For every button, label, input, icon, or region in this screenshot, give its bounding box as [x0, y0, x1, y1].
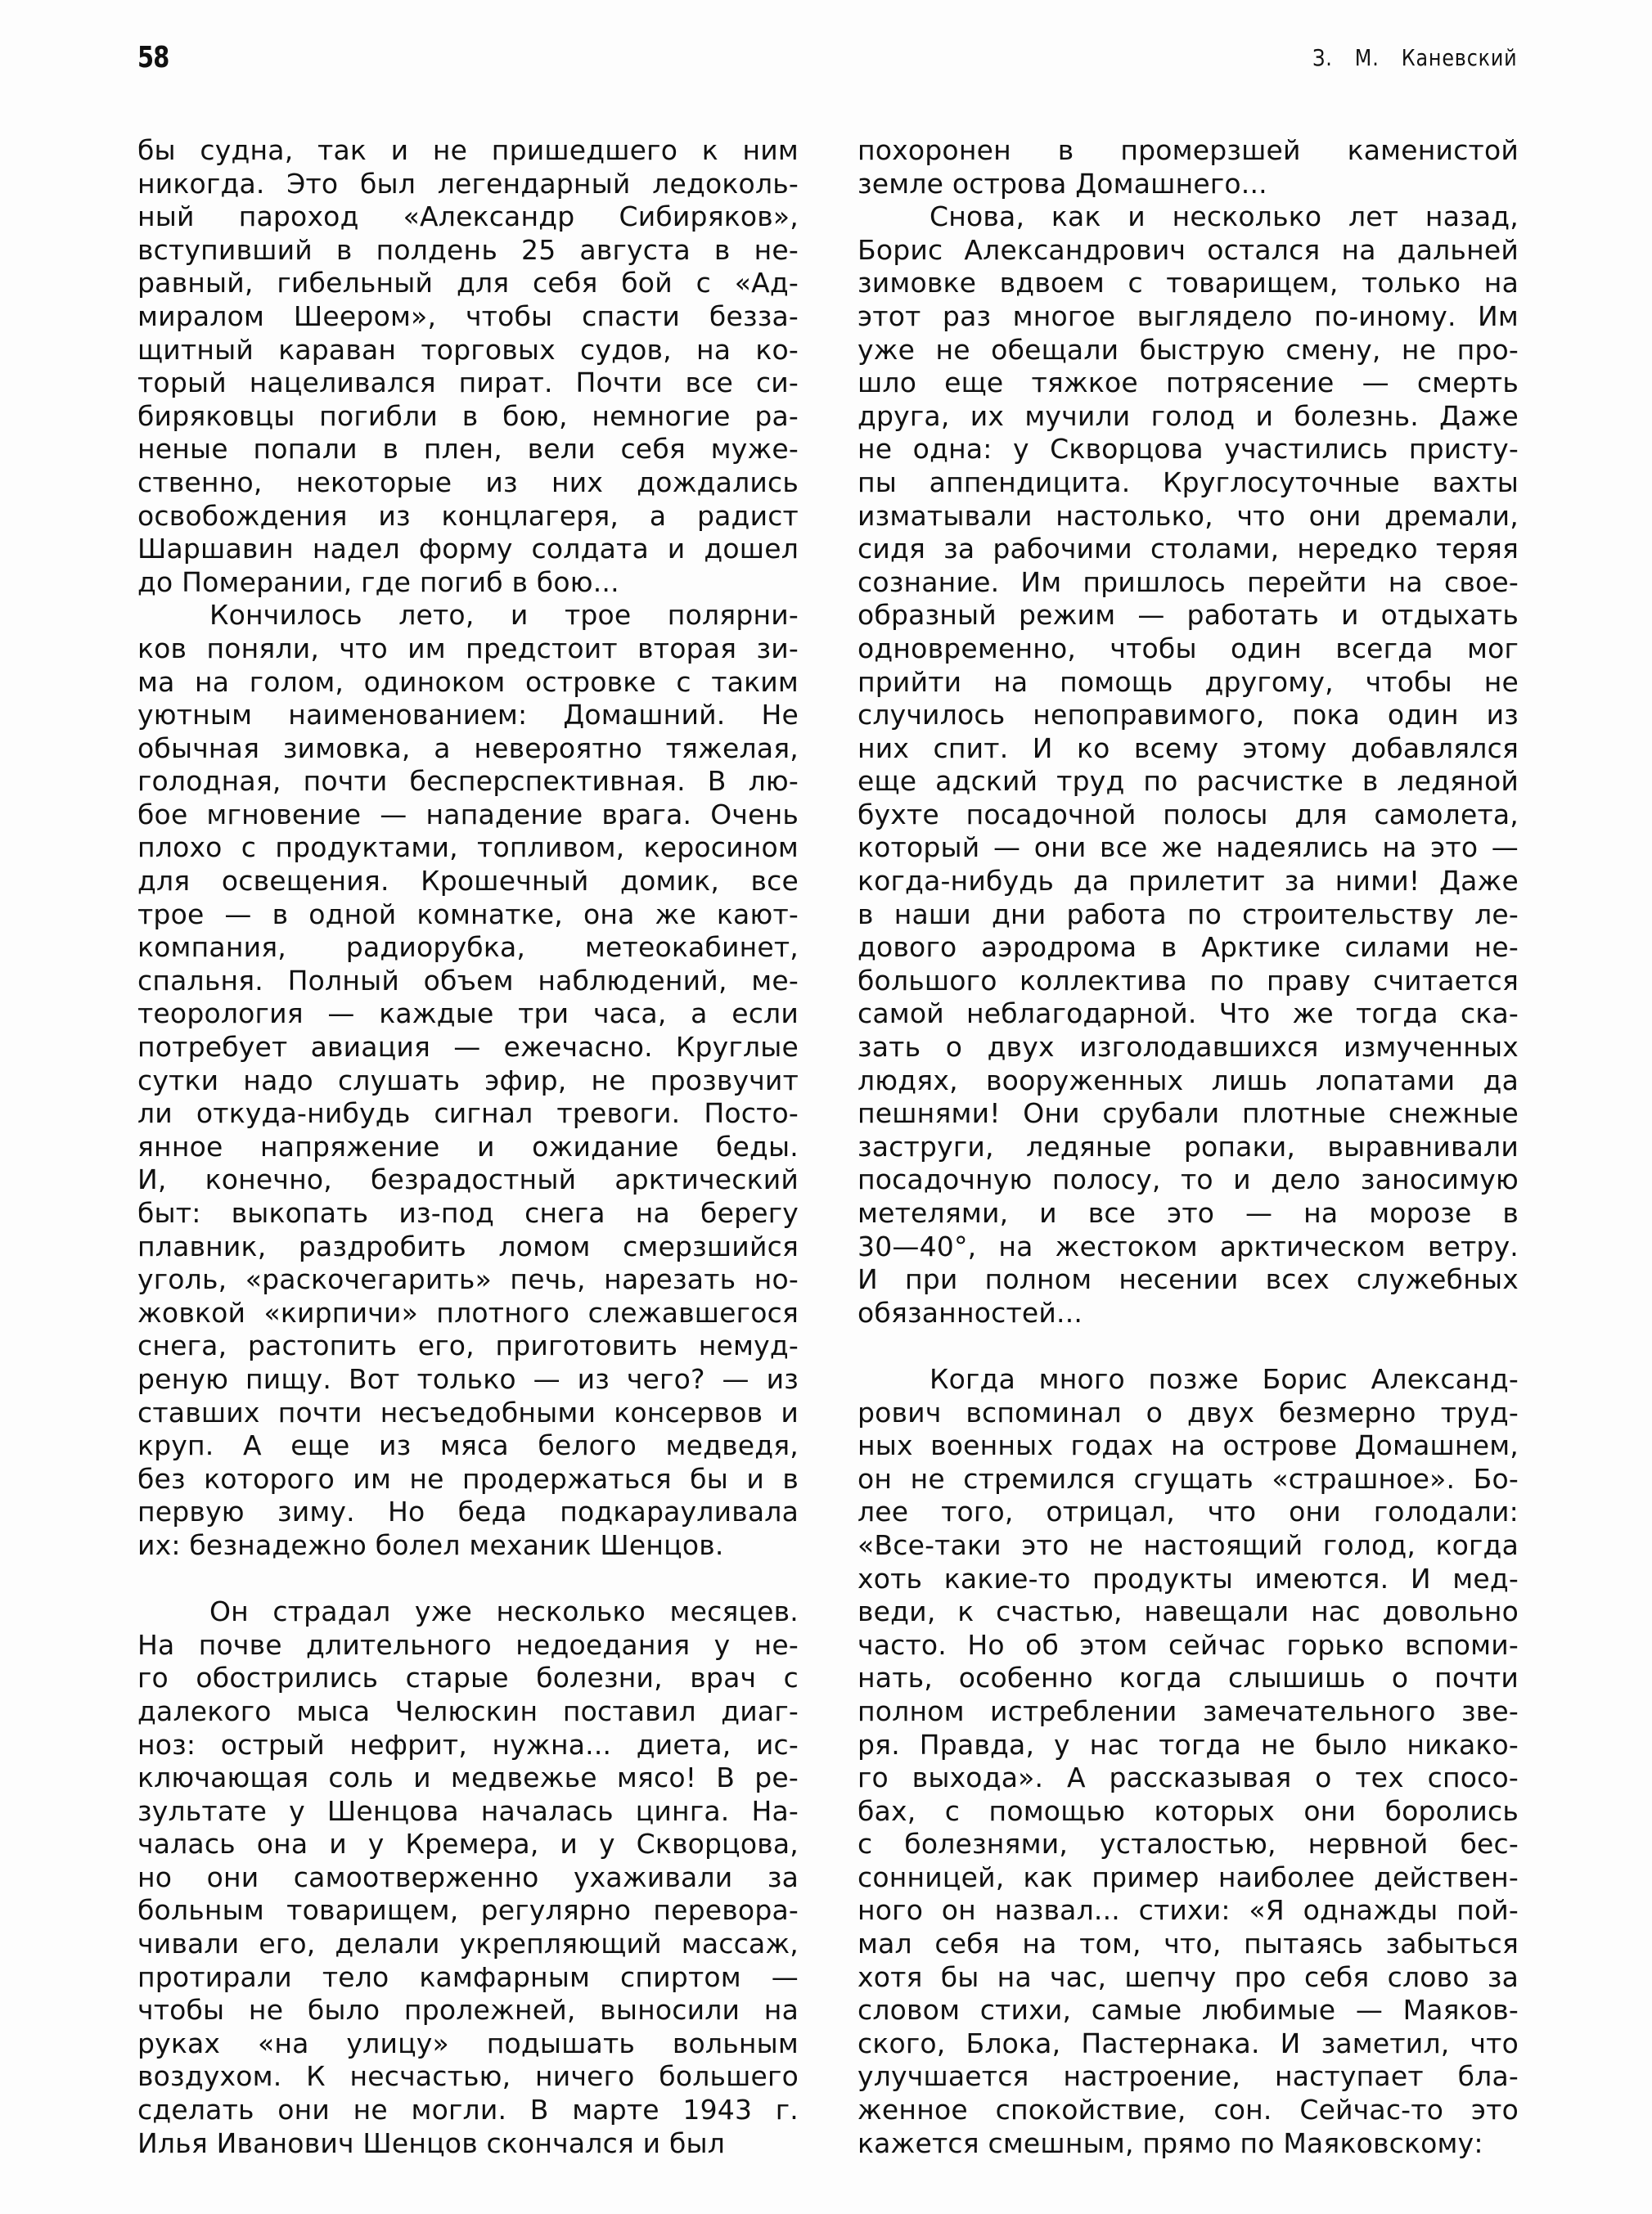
text-line: уголь, «раскочегарить» печь, нарезать но- — [137, 1263, 799, 1296]
text-line: них спит. И ко всему этому добавлялся — [858, 731, 1519, 764]
text-line: щитный караван торговых судов, на ко- — [137, 333, 799, 366]
text-line: друга, их мучили голод и болезнь. Даже — [858, 399, 1519, 432]
text-line: снега, растопить его, приготовить немуд- — [137, 1330, 799, 1362]
text-line: плавник, раздробить ломом смерзшийся — [137, 1230, 799, 1262]
text-line: ского, Блока, Пастернака. И заметил, что — [858, 2027, 1519, 2059]
text-line: Кончилось лето, и трое полярни- — [209, 599, 799, 632]
text-line: хотя бы на час, шепчу про себя слово за — [858, 1960, 1519, 1993]
text-line: На почве длительного недоедания у не- — [137, 1628, 799, 1661]
text-line: никогда. Это был легендарный ледоколь- — [137, 167, 799, 200]
text-line: компания, радиорубка, метеокабинет, — [137, 931, 799, 964]
page-number: 58 — [137, 41, 169, 74]
paragraph — [858, 200, 1519, 1330]
text-line: ма на голом, одиноком островке с таким — [137, 665, 799, 698]
text-line: дового аэродрома в Арктике силами не- — [858, 931, 1519, 964]
paragraph-gap — [858, 1330, 1519, 1363]
text-line: руках «на улицу» подышать вольным — [137, 2027, 799, 2059]
text-line: сидя за рабочими столами, нередко теряя — [858, 533, 1519, 565]
text-line: янное напряжение и ожидание беды. — [137, 1130, 799, 1163]
text-line: ков поняли, что им предстоит вторая зи- — [137, 632, 799, 664]
text-line: И при полном несении всех служебных — [858, 1263, 1519, 1296]
text-line: с болезнями, усталостью, нервной бес- — [858, 1828, 1519, 1861]
text-line: спальня. Полный объем наблюдений, ме- — [137, 964, 799, 997]
paragraph — [137, 134, 799, 599]
text-line: голодная, почти бесперспективная. В лю- — [137, 765, 799, 798]
text-line: земле острова Домашнего... — [858, 167, 1267, 200]
text-line: жовкой «кирпичи» плотного слежавшегося — [137, 1296, 799, 1329]
text-line: до Померании, где погиб в бою... — [137, 565, 619, 598]
text-line: который — они все же надеялись на это — — [858, 831, 1519, 864]
text-line: бы судна, так и не пришедшего к ним — [137, 134, 799, 166]
text-line: хоть какие-то продукты имеются. И мед- — [858, 1562, 1519, 1595]
text-line: сделать они не могли. В марте 1943 г. — [137, 2094, 799, 2126]
text-line: зультате у Шенцова началась цинга. На- — [137, 1794, 799, 1827]
text-line: миралом Шеером», чтобы спасти безза- — [137, 299, 799, 332]
text-line: зать о двух изголодавшихся измученных — [858, 1031, 1519, 1064]
text-line: чалась она и у Кремера, и у Скворцова, — [137, 1828, 799, 1861]
text-line: ного он назвал... стихи: «Я однажды пой- — [858, 1894, 1519, 1927]
text-line: нать, особенно когда слышишь о почти — [858, 1662, 1519, 1694]
text-line: без которого им не продержаться бы и в — [137, 1462, 799, 1495]
text-line: уютным наименованием: Домашний. Не — [137, 699, 799, 731]
text-line: чивали его, делали укрепляющий массаж, — [137, 1928, 799, 1960]
paragraph — [858, 1363, 1519, 2160]
text-line: улучшается настроение, наступает бла- — [858, 2060, 1519, 2093]
text-line: их: безнадежно болел механик Шенцов. — [137, 1528, 724, 1561]
text-line: этот раз многое выглядело по-иному. Им — [858, 299, 1519, 332]
text-line: похоронен в промерзшей каменистой — [858, 134, 1519, 166]
text-line: далекого мыса Челюскин поставил диаг- — [137, 1694, 799, 1727]
right-column — [858, 134, 1519, 2160]
text-line: сутки надо слушать эфир, не прозвучит — [137, 1064, 799, 1096]
text-line: вступивший в полдень 25 августа в не- — [137, 233, 799, 266]
text-line: биряковцы погибли в бою, немногие ра- — [137, 399, 799, 432]
text-line: потребует авиация — ежечасно. Круглые — [137, 1031, 799, 1064]
text-line: но они самоотверженно ухаживали за — [137, 1861, 799, 1893]
text-line: бое мгновение — нападение врага. Очень — [137, 798, 799, 830]
text-line: посадочную полосу, то и дело заносимую — [858, 1163, 1519, 1196]
text-line: ственно, некоторые из них дождались — [137, 466, 799, 498]
text-line: Снова, как и несколько лет назад, — [930, 200, 1519, 233]
text-line: го выхода». А рассказывая о тех спосо- — [858, 1762, 1519, 1794]
text-line: Шаршавин надел форму солдата и дошел — [137, 533, 799, 565]
text-line: Борис Александрович остался на дальней — [858, 233, 1519, 266]
text-line: зимовке вдвоем с товарищем, только на — [858, 267, 1519, 299]
text-line: освобождения из концлагеря, а радист — [137, 499, 799, 532]
text-line: равный, гибельный для себя бой с «Ад- — [137, 267, 799, 299]
paragraph-gap — [137, 1563, 799, 1596]
text-line: пешнями! Они срубали плотные снежные — [858, 1097, 1519, 1130]
text-line: ных военных годах на острове Домашнем, — [858, 1429, 1519, 1462]
text-line: ставших почти несъедобными консервов и — [137, 1396, 799, 1429]
text-line: еще адский труд по расчистке в ледяной — [858, 765, 1519, 798]
text-line: случилось непоправимого, пока один из — [858, 699, 1519, 731]
text-line: когда-нибудь да прилетит за ними! Даже — [858, 865, 1519, 898]
text-line: уже не обещали быструю смену, не про- — [858, 333, 1519, 366]
text-line: шло еще тяжкое потрясение — смерть — [858, 367, 1519, 399]
text-line: Когда много позже Борис Александ- — [930, 1362, 1519, 1395]
text-line: заструги, ледяные ропаки, выравнивали — [858, 1130, 1519, 1163]
text-line: ли откуда-нибудь сигнал тревоги. Посто- — [137, 1097, 799, 1130]
text-line: лее того, отрицал, что они голодали: — [858, 1496, 1519, 1528]
text-line: плохо с продуктами, топливом, керосином — [137, 831, 799, 864]
text-line: 30—40°, на жестоком арктическом ветру. — [858, 1230, 1519, 1262]
text-line: сознание. Им пришлось перейти на свое- — [858, 565, 1519, 598]
text-line: полном истреблении замечательного зве- — [858, 1694, 1519, 1727]
text-line: изматывали настолько, что они дремали, — [858, 499, 1519, 532]
text-line: Он страдал уже несколько месяцев. — [209, 1595, 799, 1628]
text-line: не одна: у Скворцова участились присту- — [858, 433, 1519, 466]
text-line: бухте посадочной полосы для самолета, — [858, 798, 1519, 830]
text-line: ря. Правда, у нас тогда не было никако- — [858, 1728, 1519, 1761]
text-line: рович вспоминал о двух безмерно труд- — [858, 1396, 1519, 1429]
text-line: неные попали в плен, вели себя муже- — [137, 433, 799, 466]
text-line: круп. А еще из мяса белого медведя, — [137, 1429, 799, 1462]
text-line: веди, к счастью, навещали нас довольно — [858, 1595, 1519, 1628]
text-line: больным товарищем, регулярно перевора- — [137, 1894, 799, 1927]
text-line: быт: выкопать из-под снега на берегу — [137, 1197, 799, 1229]
text-line: в наши дни работа по строительству ле- — [858, 898, 1519, 930]
text-line: теорология — каждые три часа, а если — [137, 997, 799, 1030]
text-line: трое — в одной комнатке, она же кают- — [137, 898, 799, 930]
text-line: го обострились старые болезни, врач с — [137, 1662, 799, 1694]
text-line: «Все-таки это не настоящий голод, когда — [858, 1528, 1519, 1561]
text-line: Илья Иванович Шенцов скончался и был — [137, 2126, 726, 2159]
text-line: часто. Но об этом сейчас горько вспоми- — [858, 1628, 1519, 1661]
text-line: ключающая соль и медвежье мясо! В ре- — [137, 1762, 799, 1794]
text-line: кажется смешным, прямо по Маяковскому: — [858, 2126, 1483, 2159]
text-line: образный режим — работать и отдыхать — [858, 599, 1519, 632]
text-line: самой неблагодарной. Что же тогда ска- — [858, 997, 1519, 1030]
text-line: он не стремился сгущать «страшное». Бо- — [858, 1462, 1519, 1495]
text-line: обязанностей... — [858, 1296, 1083, 1329]
text-line: ноз: острый нефрит, нужна... диета, ис- — [137, 1728, 799, 1761]
text-line: женное спокойствие, сон. Сейчас-то это — [858, 2094, 1519, 2126]
text-line: метелями, и все это — на морозе в — [858, 1197, 1519, 1229]
text-line: торый нацеливался пират. Почти все си- — [137, 367, 799, 399]
paragraph — [137, 1595, 799, 2160]
text-line: обычная зимовка, а невероятно тяжелая, — [137, 731, 799, 764]
text-line: воздухом. К несчастью, ничего большего — [137, 2060, 799, 2093]
text-line: ный пароход «Александр Сибиряков», — [137, 200, 799, 233]
text-line: И, конечно, безрадостный арктический — [137, 1163, 799, 1196]
running-head-author: З. М. Каневский — [1312, 44, 1517, 71]
text-line: словом стихи, самые любимые — Маяков- — [858, 1994, 1519, 2027]
text-line: протирали тело камфарным спиртом — — [137, 1960, 799, 1993]
text-line: чтобы не было пролежней, выносили на — [137, 1994, 799, 2027]
text-line: первую зиму. Но беда подкарауливала — [137, 1496, 799, 1528]
paragraph — [858, 134, 1519, 200]
text-line: одновременно, чтобы один всегда мог — [858, 632, 1519, 664]
text-line: пы аппендицита. Круглосуточные вахты — [858, 466, 1519, 498]
text-line: людях, вооруженных лишь лопатами да — [858, 1064, 1519, 1096]
text-line: прийти на помощь другому, чтобы не — [858, 665, 1519, 698]
text-line: мал себя на том, что, пытаясь забыться — [858, 1928, 1519, 1960]
text-line: бах, с помощью которых они боролись — [858, 1794, 1519, 1827]
text-line: реную пищу. Вот только — из чего? — из — [137, 1362, 799, 1395]
text-line: сонницей, как пример наиболее действен- — [858, 1861, 1519, 1893]
text-line: большого коллектива по праву считается — [858, 964, 1519, 997]
left-column — [137, 134, 799, 2160]
text-line: для освещения. Крошечный домик, все — [137, 865, 799, 898]
paragraph — [137, 599, 799, 1562]
